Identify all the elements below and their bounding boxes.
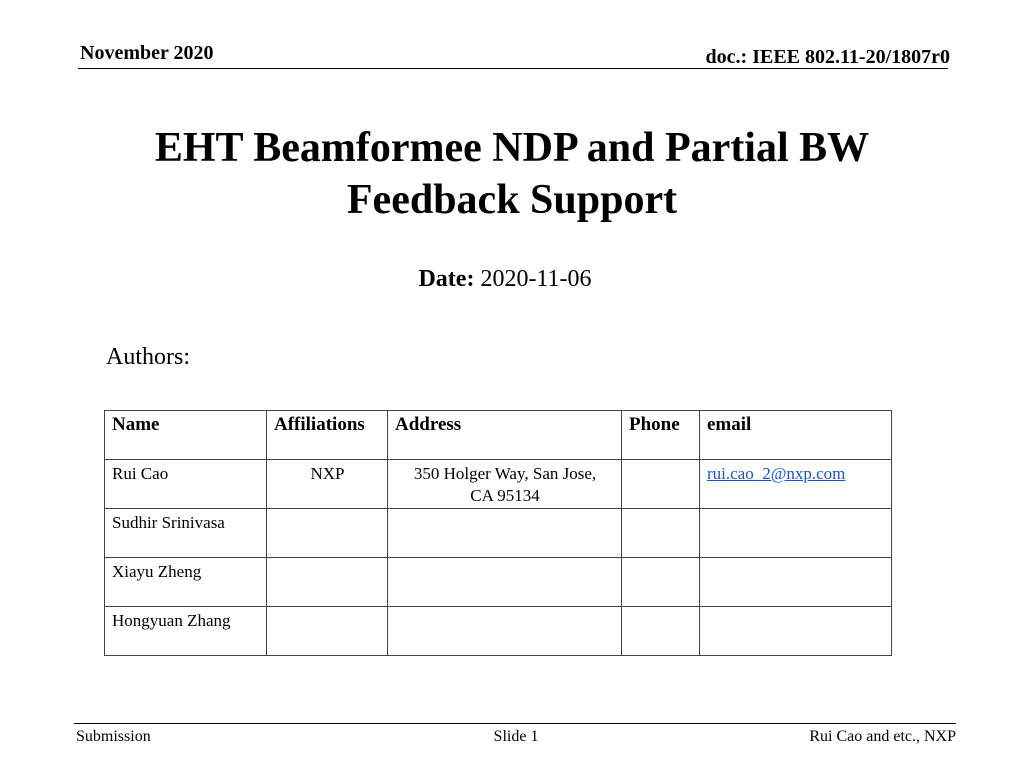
table-row <box>105 558 892 607</box>
footer-divider <box>74 723 956 724</box>
footer-author: Rui Cao and etc., NXP <box>809 728 956 745</box>
authors-label: Authors: <box>106 344 190 370</box>
author-address <box>388 460 622 509</box>
author-email <box>700 509 892 558</box>
date-line <box>0 266 1010 293</box>
date-label: Date: <box>418 266 475 292</box>
column-header-phone: Phone <box>622 411 700 460</box>
table-row <box>105 460 892 509</box>
author-phone <box>622 509 700 558</box>
table-row <box>105 607 892 656</box>
author-phone <box>622 558 700 607</box>
address-line-1: 350 Holger Way, San Jose, <box>413 464 597 483</box>
column-header-address: Address <box>388 411 622 460</box>
footer-slide-number: Slide 1 <box>493 728 539 745</box>
author-email-cell <box>700 460 892 509</box>
author-affiliation: NXP <box>267 460 388 509</box>
author-name: Sudhir Srinivasa <box>105 509 267 558</box>
author-address <box>388 509 622 558</box>
author-address <box>388 558 622 607</box>
author-phone <box>622 607 700 656</box>
column-header-affiliations: Affiliations <box>267 411 388 460</box>
author-affiliation <box>267 509 388 558</box>
title-line-1: EHT Beamformee NDP and Partial BW <box>154 125 870 171</box>
header-date: November 2020 <box>80 42 214 64</box>
date-value: 2020-11-06 <box>480 266 592 292</box>
author-email-link[interactable]: rui.cao_2@nxp.com <box>707 464 846 483</box>
author-affiliation <box>267 558 388 607</box>
column-header-email: email <box>700 411 892 460</box>
column-header-name: Name <box>105 411 267 460</box>
slide-title <box>60 122 964 226</box>
author-name: Xiayu Zheng <box>105 558 267 607</box>
author-email <box>700 558 892 607</box>
author-name: Rui Cao <box>105 460 267 509</box>
author-address <box>388 607 622 656</box>
author-phone <box>622 460 700 509</box>
table-row <box>105 509 892 558</box>
title-line-2: Feedback Support <box>346 177 678 223</box>
author-name: Hongyuan Zhang <box>105 607 267 656</box>
authors-table <box>104 410 892 656</box>
author-email <box>700 607 892 656</box>
table-header-row <box>105 411 892 460</box>
address-line-2: CA 95134 <box>470 486 540 505</box>
author-affiliation <box>267 607 388 656</box>
header-doc-number: doc.: IEEE 802.11-20/1807r0 <box>705 46 950 68</box>
footer-submission: Submission <box>76 728 151 745</box>
header-divider <box>78 68 948 69</box>
